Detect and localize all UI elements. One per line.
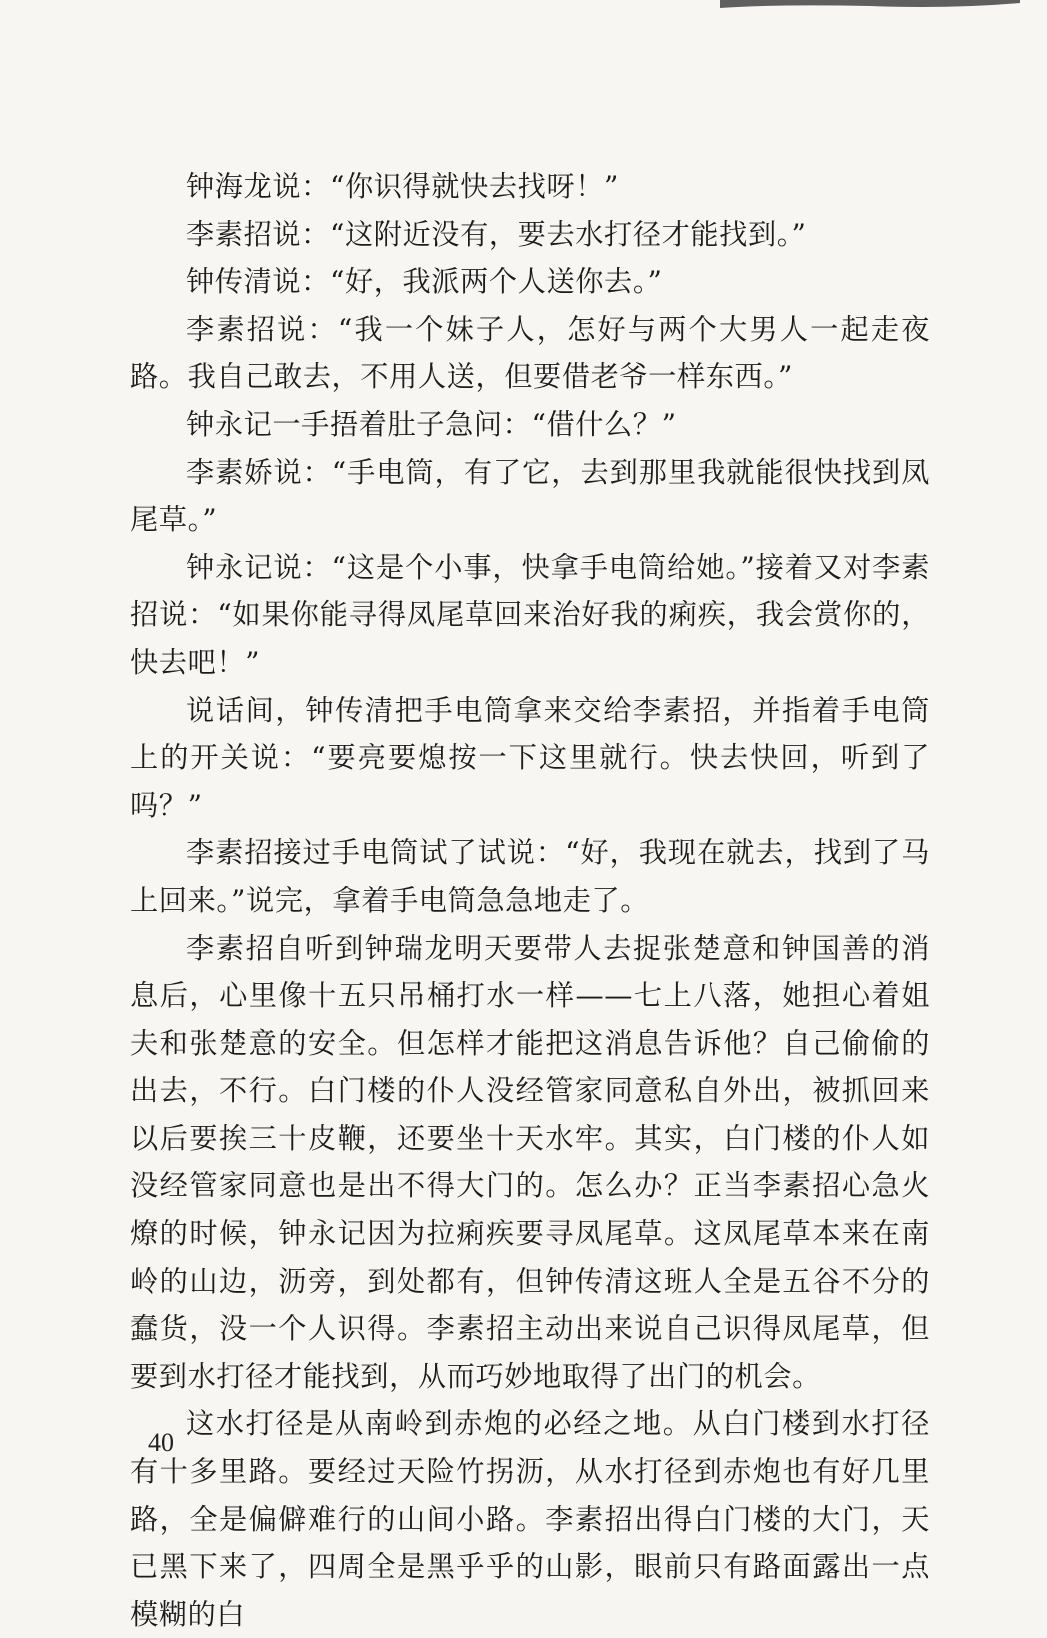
scan-edge-mark	[720, 0, 1020, 12]
paragraph: 钟永记一手捂着肚子急问：“借什么？”	[186, 407, 677, 441]
body-text	[130, 163, 930, 1638]
paragraph: 李素招自听到钟瑞龙明天要带人去捉张楚意和钟国善的消息后，心里像十五只吊桶打水一样——七上八落，她担心着姐夫和张楚意的安全。但怎样才能把这消息告诉他？自己偷偷的出去，不行。白门楼的仆人没经管家同意私自外出，被抓回来以后要挨三十皮鞭，还要坐十天水牢。其实，白门楼的仆人如没经管家同意也是出不得大门的。怎么办？正当李素招心急火燎的时候，钟永记因为拉痢疾要寻凤尾草。这凤尾草本来在南岭的山边，沥旁，到处都有，但钟传清这班人全是五谷不分的蠢货，没一个人识得。李素招主动出来说自己识得凤尾草，但要到水打径才能找到，从而巧妙地取得了出门的机会。	[130, 931, 930, 1393]
paragraph: 李素招说：“我一个妹子人，怎好与两个大男人一起走夜路。我自己敢去，不用人送，但要借老爷一样东西。”	[130, 312, 930, 394]
paragraph: 李素招说：“这附近没有，要去水打径才能找到。”	[186, 217, 807, 251]
paragraph: 钟传清说：“好，我派两个人送你去。”	[186, 265, 663, 299]
paragraph: 李素娇说：“手电筒，有了它，去到那里我就能很快找到凤尾草。”	[130, 455, 930, 537]
page-number: 40	[148, 1428, 174, 1457]
paragraph: 钟永记说：“这是个小事，快拿手电筒给她。”接着又对李素招说：“如果你能寻得凤尾草回来治好我的痢疾，我会赏你的，快去吧！”	[130, 550, 930, 679]
paragraph: 这水打径是从南岭到赤炮的必经之地。从白门楼到水打径有十多里路。要经过天险竹拐沥，从水打径到赤炮也有好几里路，全是偏僻难行的山间小路。李素招出得白门楼的大门，天已黑下来了，四周全是黑乎乎的山影，眼前只有路面露出一点模糊的白	[130, 1407, 930, 1631]
paragraph: 说话间，钟传清把手电筒拿来交给李素招，并指着手电筒上的开关说：“要亮要熄按一下这里就行。快去快回，听到了吗？”	[130, 693, 930, 822]
paragraph: 李素招接过手电筒试了试说：“好，我现在就去，找到了马上回来。”说完，拿着手电筒急急地走了。	[130, 836, 930, 917]
paragraph: 钟海龙说：“你识得就快去找呀！”	[186, 170, 620, 203]
